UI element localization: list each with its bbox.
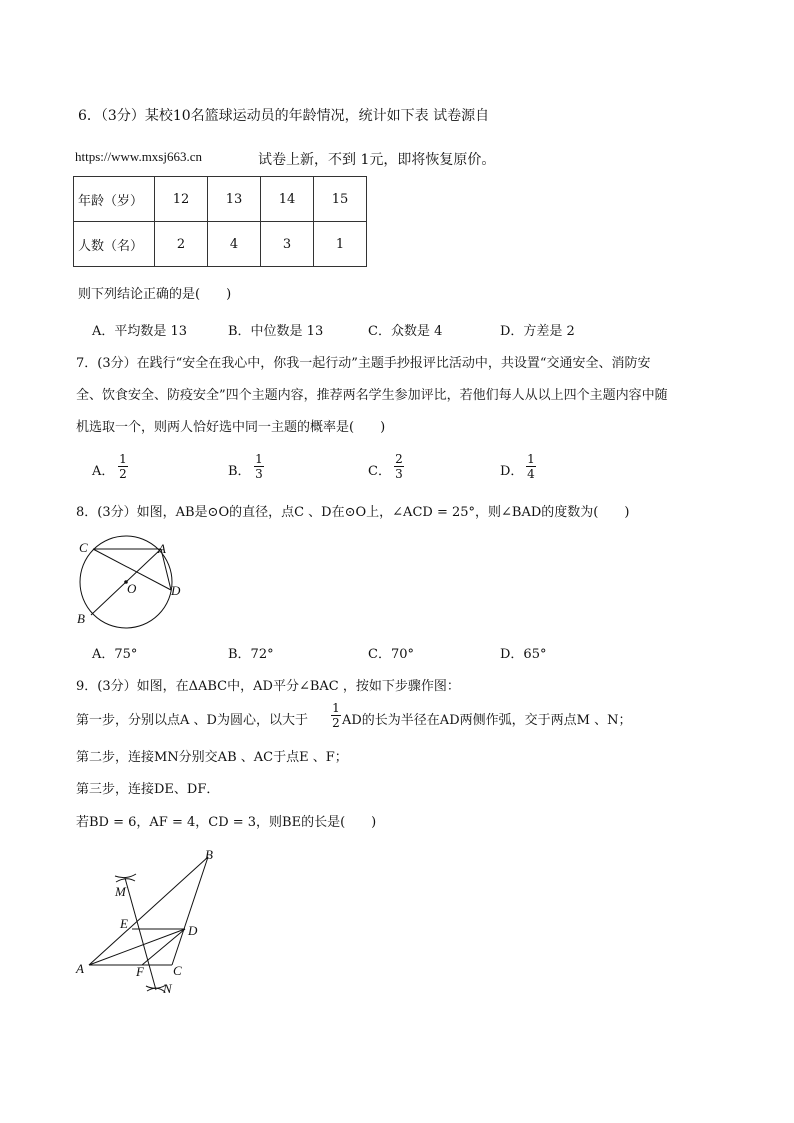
bisector-ad — [89, 929, 185, 965]
label-d: D — [171, 583, 181, 598]
q6-question: 则下列结论正确的是( ) — [78, 287, 232, 302]
label-a: A — [76, 961, 84, 976]
q8-option-b: B．72° — [228, 647, 274, 662]
fraction-numerator: 1 — [119, 452, 127, 466]
label-a: A — [158, 541, 166, 556]
table-cell: 3 — [261, 222, 314, 267]
fraction-numerator: 1 — [332, 701, 340, 715]
table-cell: 12 — [155, 177, 208, 222]
q7-option-d-label: D． — [500, 464, 524, 479]
q9-step1-fraction — [331, 701, 341, 730]
table-cell: 15 — [314, 177, 367, 222]
table-header-cell: 年龄（岁） — [74, 177, 155, 222]
q7-option-a-fraction — [118, 452, 128, 481]
table-header-cell: 人数（名） — [74, 222, 155, 267]
table-row — [74, 222, 367, 267]
label-b: B — [77, 611, 85, 626]
q6-option-b: B．中位数是 13 — [228, 324, 324, 339]
label-n: N — [163, 981, 172, 996]
q6-option-a: A．平均数是 13 — [92, 324, 188, 339]
fraction-denominator: 2 — [119, 467, 127, 481]
q9-step2: 第二步，连接MN分别交AB 、AC于点E 、F； — [76, 750, 348, 765]
fraction-denominator: 2 — [332, 716, 340, 730]
q7-line1: 7．(3分）在践行“安全在我心中，你我一起行动”主题手抄报评比活动中，共设置“交通安全、消防安 — [76, 356, 651, 371]
q9-line1: 9．(3分）如图，在ΔABC中，AD平分∠BAC ，按如下步骤作图： — [76, 679, 460, 694]
q7-option-c-label: C． — [368, 464, 391, 479]
q7-option-a-label: A． — [92, 464, 115, 479]
q8-line1: 8．(3分）如图，AB是⊙O的直径，点C 、D在⊙O上，∠ACD = 25°，则∠BAD的度数为( ) — [76, 505, 630, 520]
table-row — [74, 177, 367, 222]
fraction-denominator: 4 — [527, 467, 535, 481]
label-e: E — [120, 916, 128, 931]
q6-url: https://www.mxsj663.cn — [75, 149, 202, 164]
label-m: M — [115, 884, 126, 899]
q7-option-d-fraction — [526, 452, 536, 481]
age-table — [73, 176, 367, 267]
q8-circle-figure — [70, 535, 190, 630]
q9-step1-b: AD的长为半径在AD两侧作弧，交于两点M 、N； — [342, 713, 632, 728]
q6-line2-rest: 试卷上新，不到 1元，即将恢复原价。 — [258, 152, 496, 168]
label-d: D — [188, 923, 198, 938]
table-cell: 1 — [314, 222, 367, 267]
table-cell: 14 — [261, 177, 314, 222]
q7-option-c-fraction — [394, 452, 404, 481]
label-b: B — [205, 847, 213, 862]
table-cell: 13 — [208, 177, 261, 222]
label-c: C — [173, 963, 182, 978]
q6-option-c: C．众数是 4 — [368, 324, 443, 339]
q9-step3: 第三步，连接DE、DF． — [76, 782, 220, 797]
arc-m-1 — [115, 874, 136, 878]
q8-option-a: A．75° — [92, 647, 138, 662]
q8-option-d: D．65° — [500, 647, 547, 662]
q7-line3: 机选取一个，则两人恰好选中同一主题的概率是( ) — [76, 420, 386, 435]
fraction-denominator: 3 — [395, 467, 403, 481]
q7-option-b-label: B． — [228, 464, 251, 479]
q6-line1: 6．（3分）某校10名篮球运动员的年龄情况，统计如下表 试卷源自 — [78, 108, 490, 124]
q7-option-b-fraction — [254, 452, 264, 481]
fraction-denominator: 3 — [255, 467, 263, 481]
q9-question: 若BD = 6，AF = 4，CD = 3，则BE的长是( ) — [76, 815, 377, 830]
q9-step1-a: 第一步，分别以点A 、D为圆心，以大于 — [76, 713, 308, 728]
table-cell: 2 — [155, 222, 208, 267]
label-f: F — [136, 964, 144, 979]
label-c: C — [79, 540, 88, 555]
segment-df — [142, 929, 185, 965]
q7-line2: 全、饮食安全、防疫安全”四个主题内容，推荐两名学生参加评比，若他们每人从以上四个主题内容中随 — [76, 388, 668, 403]
fraction-numerator: 1 — [255, 452, 263, 466]
table-cell: 4 — [208, 222, 261, 267]
label-o: O — [127, 581, 137, 596]
q6-option-d: D．方差是 2 — [500, 324, 575, 339]
q9-triangle-figure — [70, 845, 230, 1000]
fraction-numerator: 1 — [527, 452, 535, 466]
q8-option-c: C．70° — [368, 647, 414, 662]
fraction-numerator: 2 — [395, 452, 403, 466]
